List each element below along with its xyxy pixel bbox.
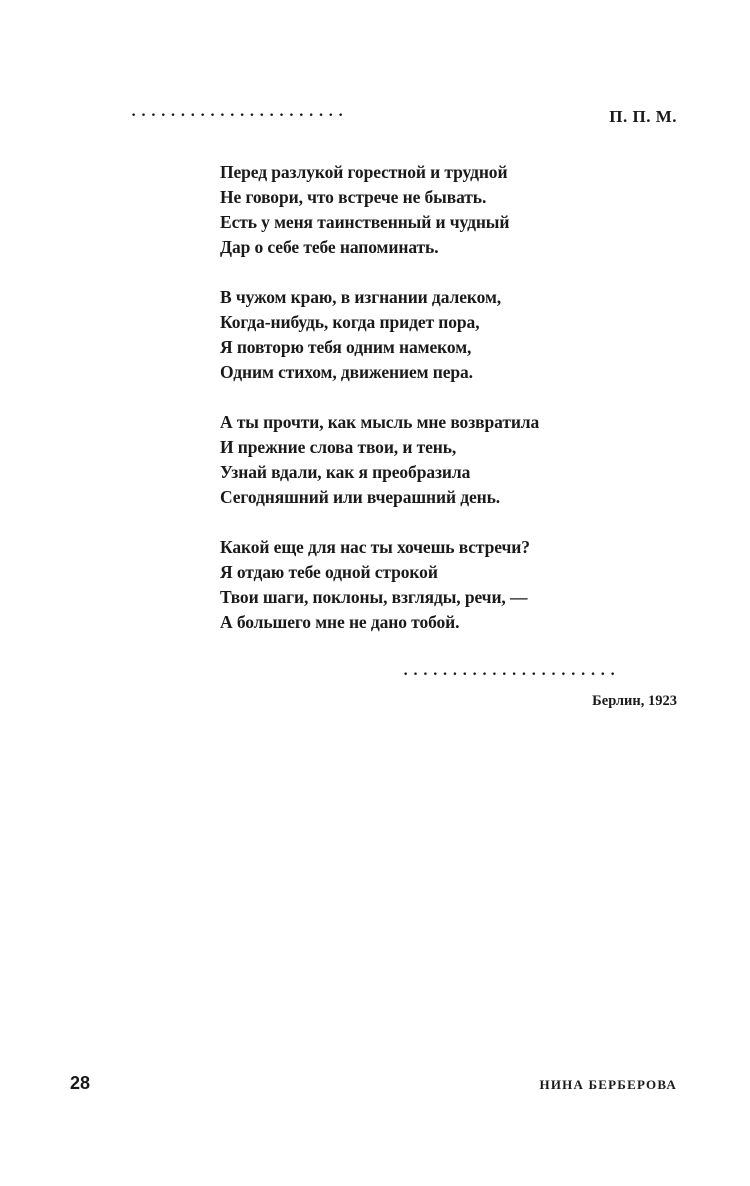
page-number: 28	[70, 1073, 91, 1093]
poem-line: Дар о себе тебе напоминать.	[220, 237, 439, 257]
poem-line: Когда-нибудь, когда придет пора,	[220, 312, 480, 332]
poem-line: Какой еще для нас ты хочешь встречи?	[220, 537, 530, 557]
poem-line: В чужом краю, в изгнании далеком,	[220, 287, 502, 307]
poem-line: Одним стихом, движением пера.	[220, 362, 473, 382]
stanza	[220, 535, 539, 635]
poem-line: Я отдаю тебе одной строкой	[220, 562, 438, 582]
top-ornament: ••••••••••••••••••••••	[131, 111, 348, 121]
bottom-ornament: ••••••••••••••••••••••	[403, 670, 620, 680]
poem-line: Я повторю тебя одним намеком,	[220, 337, 472, 357]
stanza	[220, 410, 539, 510]
poem	[220, 160, 539, 660]
poem-line: И прежние слова твои, и тень,	[220, 437, 457, 457]
poem-line: А большего мне не дано тобой.	[220, 612, 460, 632]
poem-line: Сегодняшний или вчерашний день.	[220, 487, 501, 507]
stanza	[220, 285, 539, 385]
poem-line: Узнай вдали, как я преобразила	[220, 462, 471, 482]
dedication: П. П. М.	[609, 107, 677, 126]
poem-line: А ты прочти, как мысль мне возвратила	[220, 412, 540, 432]
poem-line: Есть у меня таинственный и чудный	[220, 212, 510, 232]
running-head: НИНА БЕРБЕРОВА	[539, 1077, 677, 1092]
poem-line: Перед разлукой горестной и трудной	[220, 162, 508, 182]
poem-line: Не говори, что встрече не бывать.	[220, 187, 487, 207]
dateline: Берлин, 1923	[592, 693, 677, 709]
stanza	[220, 160, 539, 260]
poem-line: Твои шаги, поклоны, взгляды, речи, —	[220, 587, 528, 607]
